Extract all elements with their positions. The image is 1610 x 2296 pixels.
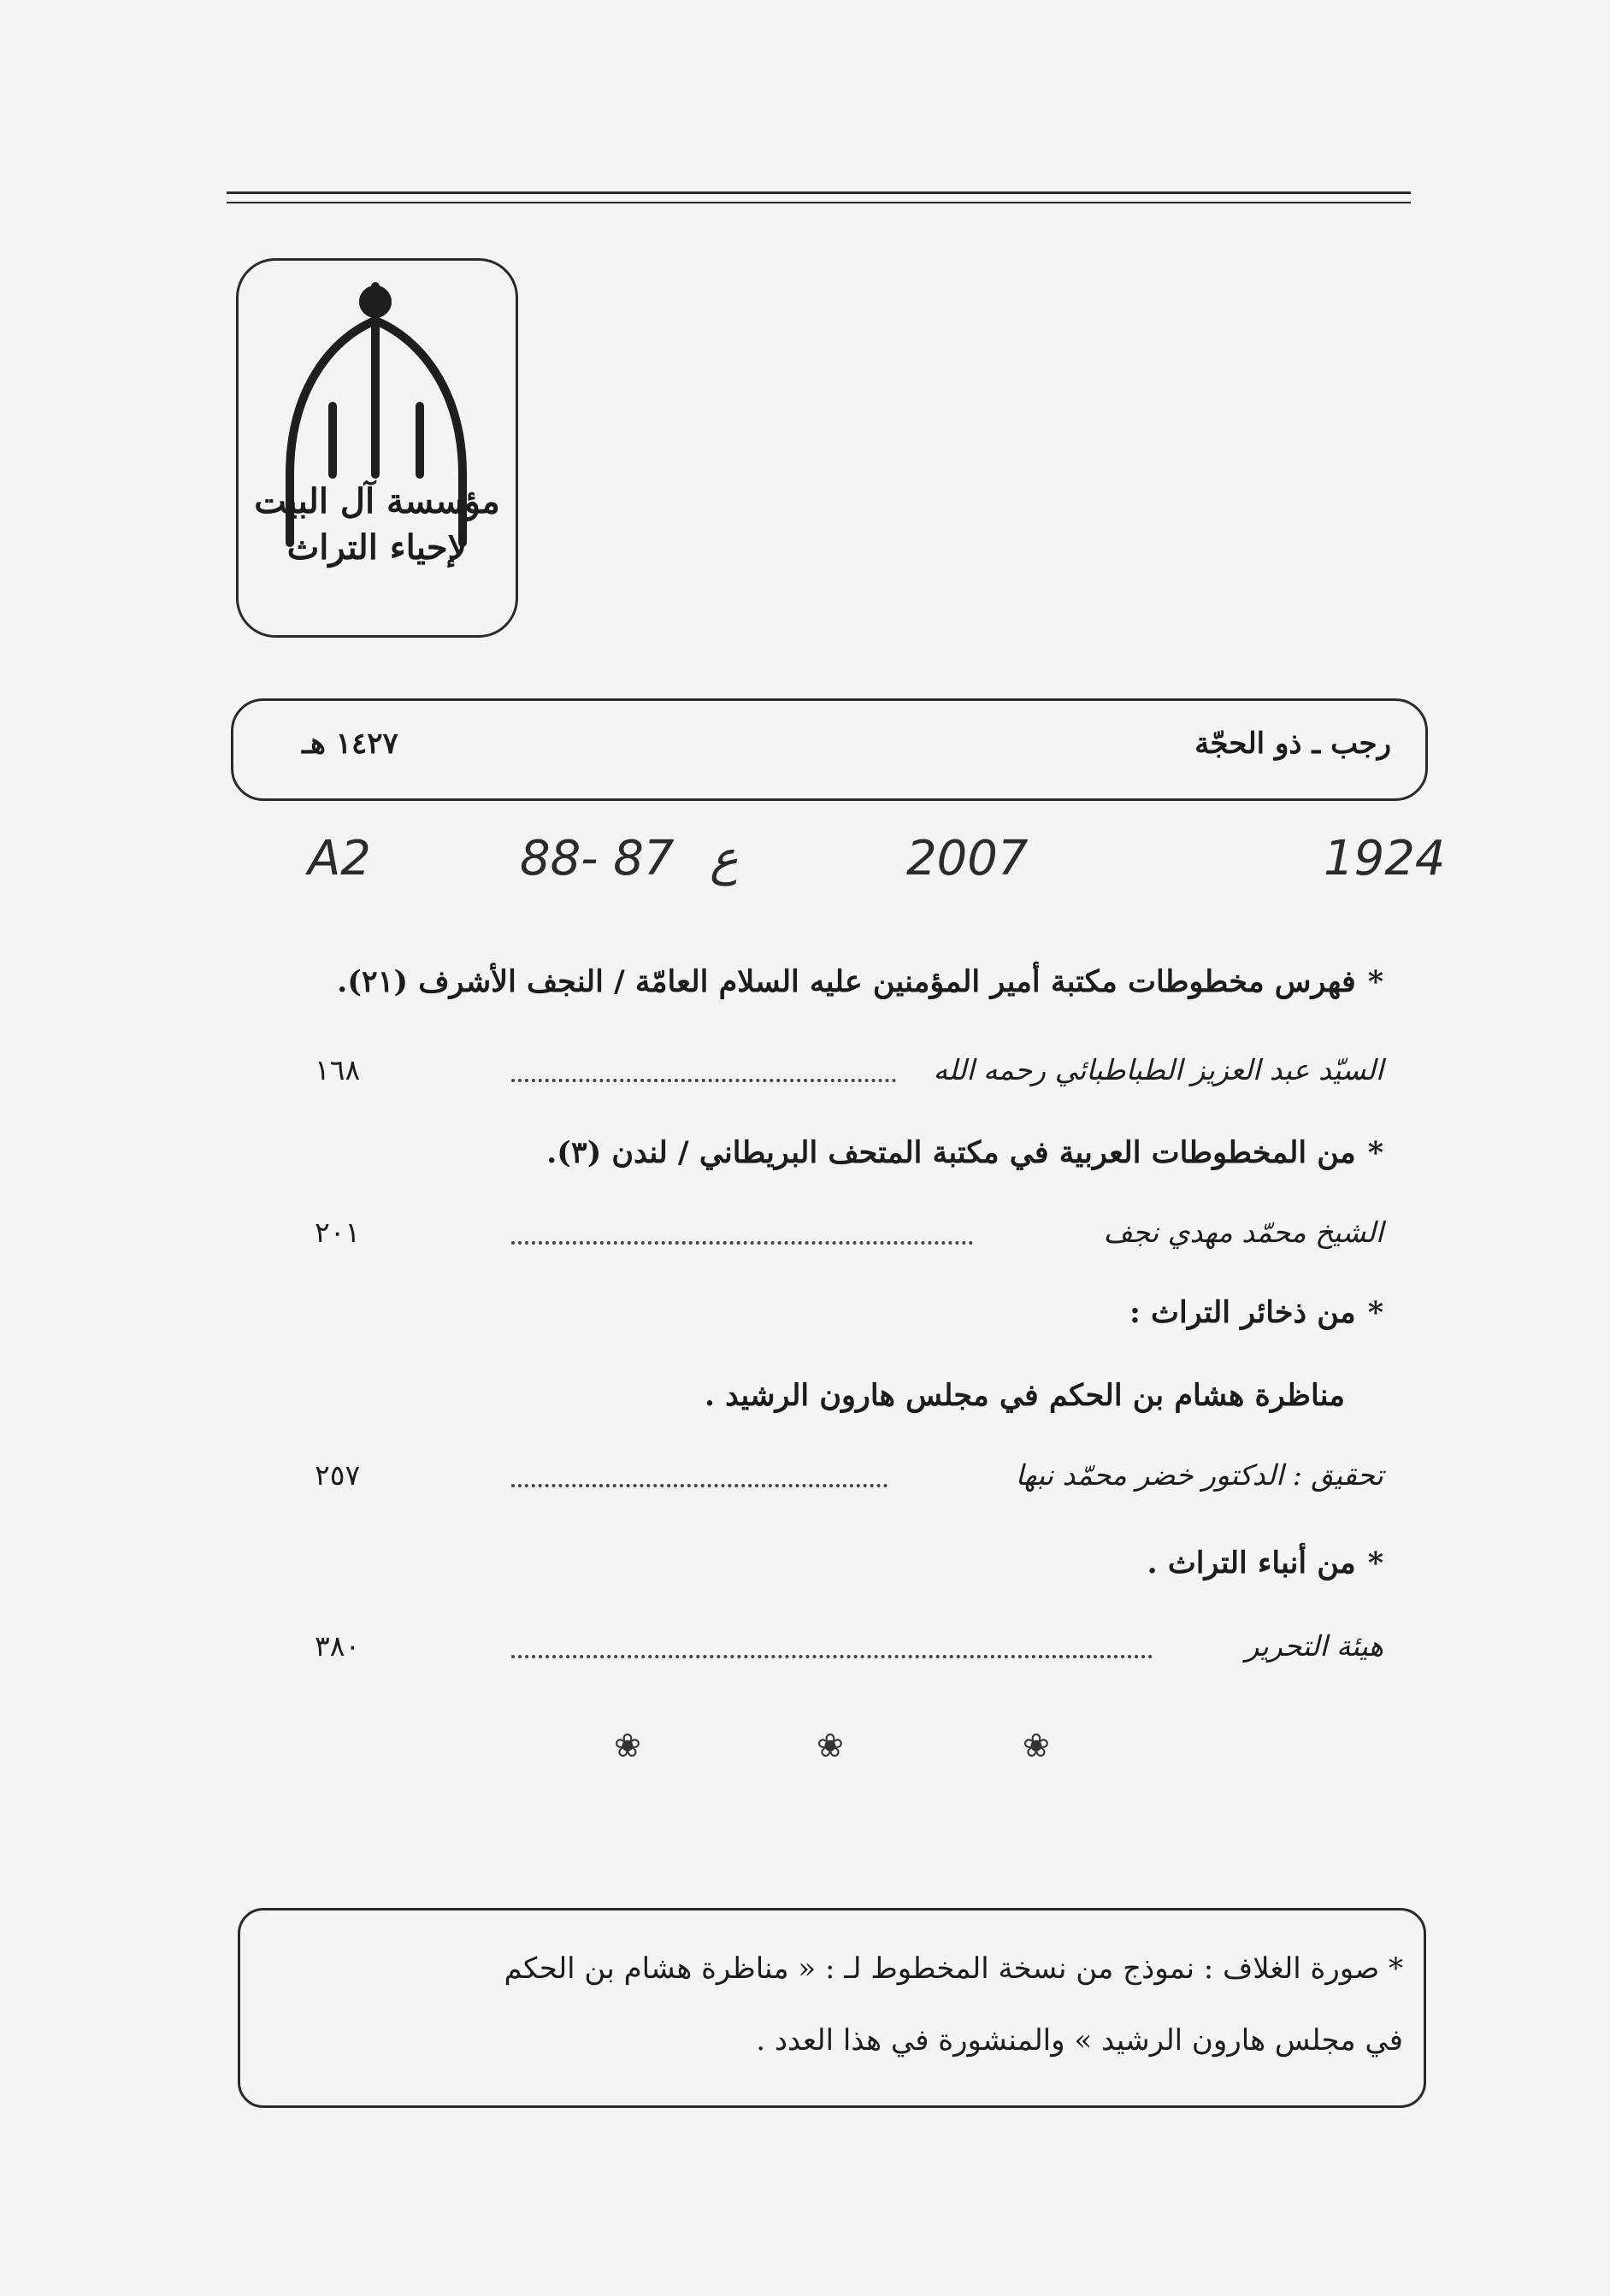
entry-author: هيئة التحرير (1245, 1629, 1383, 1663)
entry-page-number: ٢٠١ (315, 1216, 361, 1249)
entry-author: السيّد عبد العزيز الطباطبائي رحمه الله (933, 1053, 1383, 1086)
flower-ornament-icon: ❀ (817, 1727, 844, 1764)
handwritten-number: 1924 (1324, 831, 1446, 886)
bullet-star-icon: * (1367, 1545, 1383, 1581)
bullet-star-icon: * (1367, 1135, 1383, 1170)
leader-dots (511, 1484, 888, 1487)
issue-months: رجب ـ ذو الحجّة (1194, 727, 1391, 761)
mosque-dome-icon (239, 261, 516, 635)
flower-ornament-icon: ❀ (1023, 1727, 1050, 1764)
handwritten-code: A2 (308, 831, 371, 886)
handwritten-issue-range: 88- 87 (520, 831, 675, 886)
entry-author: الشيخ محمّد مهدي نجف (1103, 1216, 1383, 1249)
logo-emblem (236, 258, 518, 638)
issue-year: ١٤٢٧ هـ (302, 727, 398, 761)
logo-text-line1: مؤسسة آل البيت (254, 481, 500, 521)
leader-dots (511, 1655, 1153, 1658)
contents-entry-title (1147, 1545, 1383, 1581)
contents-entry-byline (315, 1216, 1383, 1255)
entry-title-text: من ذخائر التراث : (1129, 1295, 1356, 1330)
contents-entry-title (1129, 1295, 1383, 1330)
entry-title-text: فهرس مخطوطات مكتبة أمير المؤمنين عليه السلام العامّة / النجف الأشرف (٢١). (337, 964, 1356, 999)
top-rule-thin (227, 202, 1411, 203)
cover-note-line2: في مجلس هارون الرشيد » والمنشورة في هذا العدد . (756, 2023, 1403, 2058)
entry-page-number: ٢٥٧ (315, 1458, 361, 1492)
bullet-star-icon: * (1367, 964, 1383, 999)
top-rule (227, 191, 1411, 194)
entry-title-text: من المخطوطات العربية في مكتبة المتحف البريطاني / لندن (٣). (546, 1135, 1356, 1170)
entry-title-text: من أنباء التراث . (1147, 1545, 1356, 1581)
entry-page-number: ١٦٨ (315, 1053, 361, 1086)
flower-ornament-icon: ❀ (614, 1727, 641, 1764)
leader-dots (511, 1241, 973, 1245)
contents-entry-byline (315, 1458, 1383, 1498)
contents-entry-byline (315, 1629, 1383, 1669)
bullet-star-icon: * (1367, 1295, 1383, 1330)
entry-author: تحقيق : الدكتور خضر محمّد نبها (1015, 1458, 1383, 1492)
handwritten-letter: ع (710, 831, 739, 886)
contents-entry-byline (315, 1053, 1383, 1092)
cover-note-box (238, 1908, 1426, 2108)
entry-page-number: ٣٨٠ (315, 1629, 361, 1663)
handwritten-year: 2007 (906, 831, 1029, 886)
issue-date-box (231, 698, 1428, 801)
leader-dots (511, 1079, 896, 1082)
contents-entry-title (337, 964, 1383, 999)
contents-entry-subtitle: مناظرة هشام بن الحكم في مجلس هارون الرشيد . (704, 1378, 1345, 1413)
contents-entry-title (546, 1135, 1383, 1170)
logo-text-line2: لإحياء التراث (286, 527, 468, 568)
cover-note-line1: * صورة الغلاف : نموذج من نسخة المخطوط لـ : « مناظرة هشام بن الحكم (504, 1952, 1403, 1986)
